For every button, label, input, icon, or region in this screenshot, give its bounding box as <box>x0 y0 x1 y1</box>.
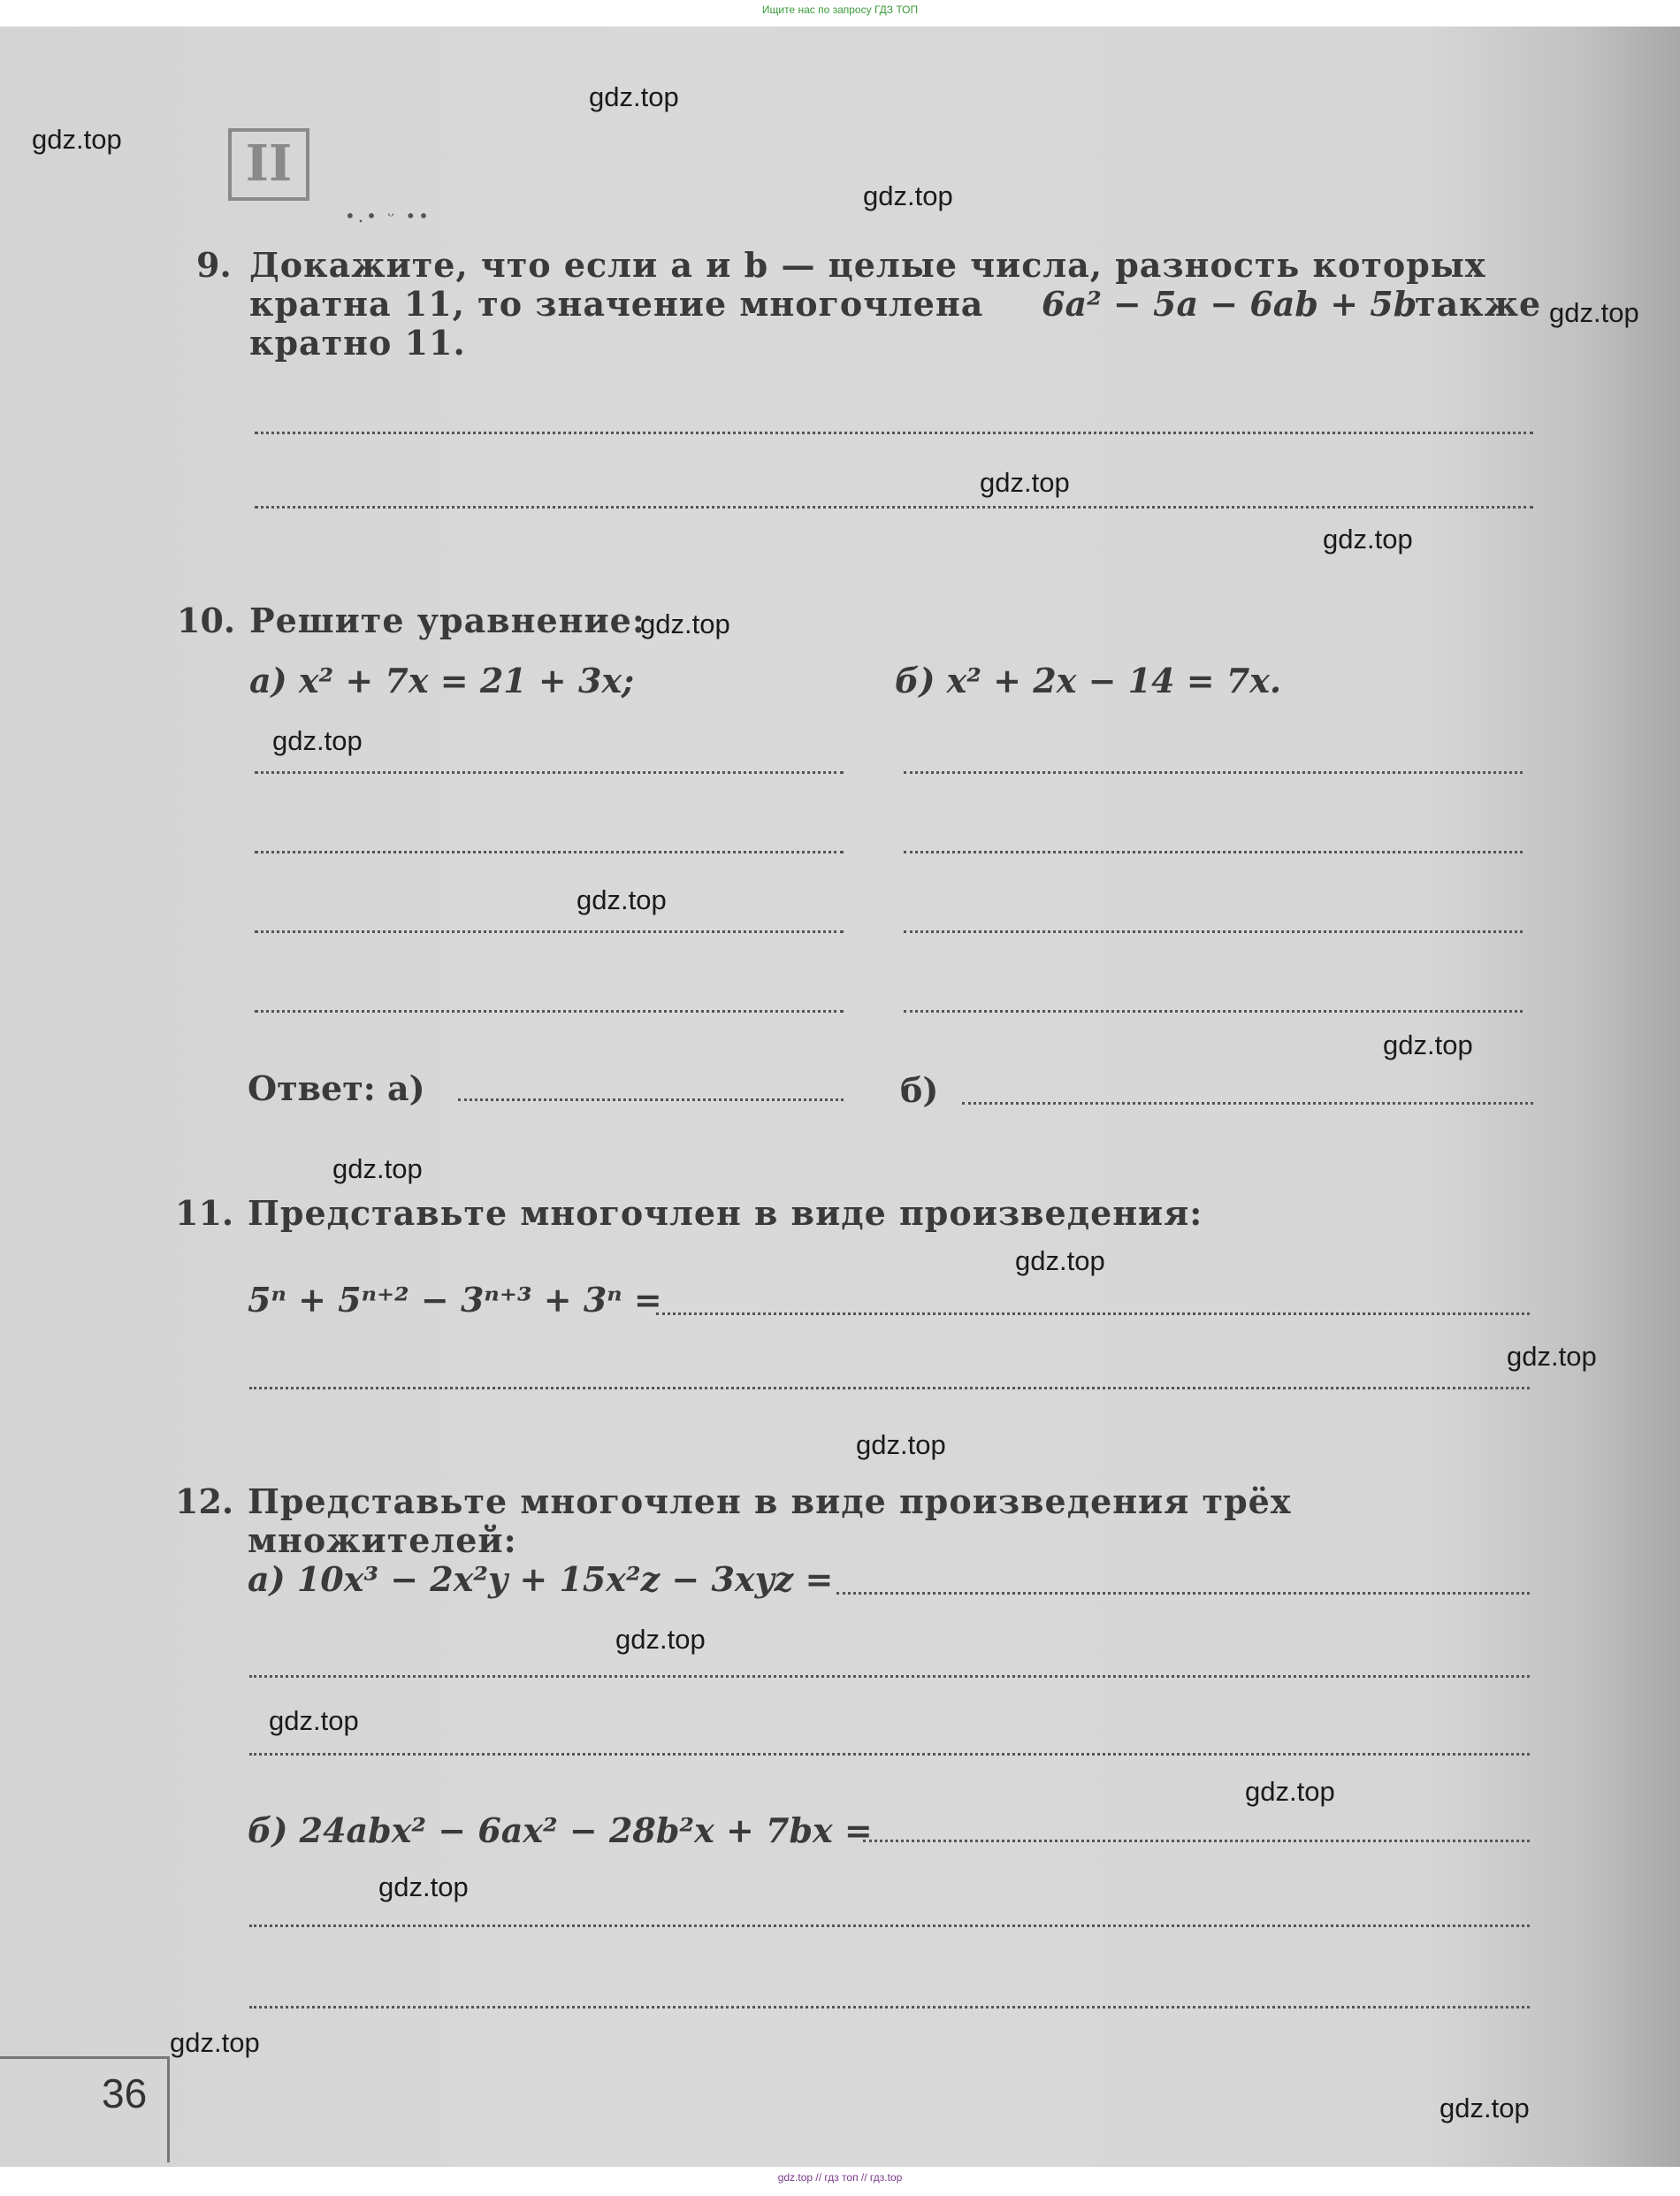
task-9-line-2a: кратна 11, то значение многочлена <box>249 284 984 324</box>
task-11-number: 11. <box>175 1193 234 1233</box>
watermark: gdz.top <box>577 884 667 915</box>
watermark: gdz.top <box>332 1153 423 1184</box>
answer-line-b[interactable] <box>904 771 1523 774</box>
answer-line[interactable] <box>255 432 1533 434</box>
watermark: gdz.top <box>589 81 679 112</box>
watermark: gdz.top <box>170 2027 260 2058</box>
task-9-expression: 6a² − 5a − 6ab + 5b <box>1042 284 1417 324</box>
answer-line[interactable] <box>249 1753 1530 1756</box>
watermark: gdz.top <box>640 608 730 639</box>
watermark: gdz.top <box>863 180 953 211</box>
level-badge: II <box>228 128 309 201</box>
answer-line[interactable] <box>249 1675 1530 1678</box>
answer-line[interactable] <box>249 1924 1530 1927</box>
answer-line-b[interactable] <box>904 1010 1523 1013</box>
answer-line[interactable] <box>656 1312 1530 1315</box>
task-10-number: 10. <box>177 601 236 640</box>
answer-line-a[interactable] <box>255 851 844 853</box>
answer-line[interactable] <box>249 1387 1530 1389</box>
task-9-line-2c: также <box>1415 284 1542 324</box>
watermark: gdz.top <box>1549 297 1639 328</box>
task-10-title: Решите уравнение: <box>249 601 645 640</box>
task-9-line-1: Докажите, что если a и b — целые числа, разность которых <box>249 245 1486 285</box>
task-9-number: 9. <box>196 245 232 285</box>
watermark: gdz.top <box>1383 1029 1473 1060</box>
watermark: gdz.top <box>269 1705 359 1736</box>
watermark: gdz.top <box>1245 1776 1335 1807</box>
answer-line[interactable] <box>863 1840 1530 1842</box>
watermark: gdz.top <box>1015 1245 1105 1276</box>
answer-line-b[interactable] <box>904 930 1523 933</box>
task-9 <box>196 246 232 285</box>
answer-line[interactable] <box>836 1592 1530 1595</box>
task-12-number: 12. <box>175 1481 234 1521</box>
ink-mark: •.• ᵕ •• <box>345 205 431 226</box>
task-11-expression: 5ⁿ + 5ⁿ⁺² − 3ⁿ⁺³ + 3ⁿ = <box>248 1280 662 1320</box>
task-12-title: Представьте многочлен в виде произведения трёх множителей: <box>248 1481 1292 1560</box>
answer-line-a[interactable] <box>255 930 844 933</box>
watermark: gdz.top <box>1507 1341 1597 1372</box>
answer-field-a[interactable] <box>458 1098 844 1101</box>
top-banner: Ищите нас по запросу ГДЗ ТОП <box>761 4 919 16</box>
task-10-b: б) x² + 2x − 14 = 7x. <box>895 661 1282 700</box>
task-12-a: а) 10x³ − 2x²y + 15x²z − 3xyz = <box>248 1559 834 1599</box>
answer-line-a[interactable] <box>255 1010 844 1013</box>
task-10-a: а) x² + 7x = 21 + 3x; <box>249 661 635 700</box>
page-number: 36 <box>102 2070 148 2116</box>
watermark: gdz.top <box>1439 2093 1530 2123</box>
watermark: gdz.top <box>615 1624 706 1655</box>
answer-line[interactable] <box>255 506 1533 509</box>
answer-line[interactable] <box>249 2006 1530 2009</box>
answer-line-b[interactable] <box>904 851 1523 853</box>
watermark: gdz.top <box>980 467 1070 498</box>
watermark: gdz.top <box>272 725 363 756</box>
answer-line-a[interactable] <box>255 771 844 774</box>
bottom-banner: gdz.top // гдз топ // гдз.top <box>777 2171 903 2184</box>
answer-field-b[interactable] <box>962 1102 1533 1105</box>
task-12-b: б) 24abx² − 6ax² − 28b²x + 7bx = <box>248 1810 873 1850</box>
watermark: gdz.top <box>1323 524 1413 555</box>
task-11-title: Представьте многочлен в виде произведения: <box>248 1193 1203 1233</box>
watermark: gdz.top <box>856 1429 946 1460</box>
answer-label-a: Ответ: а) <box>248 1068 425 1108</box>
answer-label-b: б) <box>900 1070 939 1110</box>
watermark: gdz.top <box>32 124 122 155</box>
watermark: gdz.top <box>378 1871 469 1902</box>
task-9-line-3: кратно 11. <box>249 323 466 363</box>
